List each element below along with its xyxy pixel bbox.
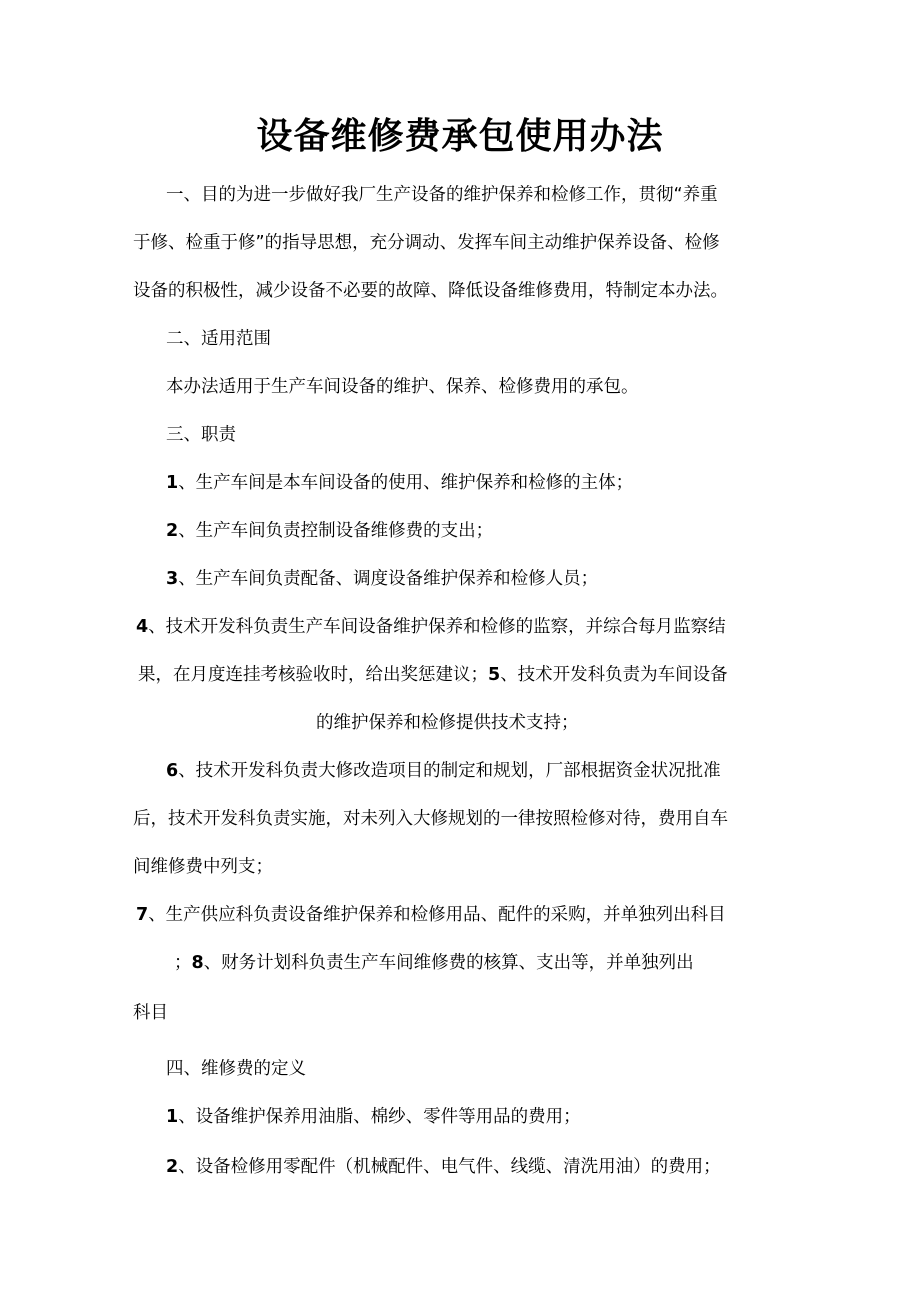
duty-text-7-end: ； <box>174 953 192 973</box>
duty-number-7: 7 <box>136 905 149 925</box>
section-heading-duties: 三、职责 <box>166 425 236 445</box>
definition-text-2: 、设备检修用零配件（机械配件、电气件、线缆、清洗用油）的费用； <box>178 1157 721 1177</box>
purpose-line-3: 设备的积极性，减少设备不必要的故障、降低设备维修费用，特制定本办法。 <box>133 281 728 301</box>
duty-item-4 <box>136 614 726 640</box>
duty-text-4: 、技术开发科负责生产车间设备维护保养和检修的监察，并综合每月监察结 <box>148 617 726 637</box>
duty-text-7: 、生产供应科负责设备维护保养和检修用品、配件的采购，并单独列出科目 <box>148 905 726 925</box>
duty-item-6-line-2: 后，技术开发科负责实施，对未列入大修规划的一律按照检修对待，费用自车 <box>133 809 728 829</box>
duty-number-6: 6 <box>166 761 179 781</box>
duty-item-8 <box>174 950 694 976</box>
duty-item-7 <box>136 902 726 928</box>
definition-number-1: 1 <box>166 1107 179 1127</box>
definition-text-1: 、设备维护保养用油脂、棉纱、零件等用品的费用； <box>178 1107 581 1127</box>
duty-text-2: 、生产车间负责控制设备维修费的支出； <box>178 521 494 541</box>
definition-item-2 <box>166 1154 721 1180</box>
duty-item-1 <box>166 470 633 496</box>
purpose-line-1: 一、目的为进一步做好我厂生产设备的维护保养和检修工作，贯彻“养重 <box>166 185 718 205</box>
duty-item-4-continued <box>138 662 728 688</box>
section-heading-definition: 四、维修费的定义 <box>166 1059 306 1079</box>
duty-number-5: 5 <box>488 665 501 685</box>
duty-item-5-continued: 的维护保养和检修提供技术支持； <box>316 713 579 733</box>
duty-number-3: 3 <box>166 569 179 589</box>
duty-text-3: 、生产车间负责配备、调度设备维护保养和检修人员； <box>178 569 599 589</box>
duty-text-6: 、技术开发科负责大修改造项目的制定和规划，厂部根据资金状况批准 <box>178 761 721 781</box>
section-heading-scope: 二、适用范围 <box>166 329 271 349</box>
purpose-line-2: 于修、检重于修”的指导思想，充分调动、发挥车间主动维护保养设备、检修 <box>133 233 720 253</box>
duty-number-2: 2 <box>166 521 179 541</box>
duty-text-8: 、财务计划科负责生产车间维修费的核算、支出等，并单独列出 <box>203 953 694 973</box>
scope-text: 本办法适用于生产车间设备的维护、保养、检修费用的承包。 <box>166 377 639 397</box>
document-title: 设备维修费承包使用办法 <box>256 116 664 157</box>
duty-number-1: 1 <box>166 473 179 493</box>
duty-text-1: 、生产车间是本车间设备的使用、维护保养和检修的主体； <box>178 473 634 493</box>
duty-item-6 <box>166 758 721 784</box>
definition-number-2: 2 <box>166 1157 179 1177</box>
duty-item-8-continued: 科目 <box>133 1003 168 1023</box>
duty-text-4-cont: 果，在月度连挂考核验收时，给出奖惩建议； <box>138 665 488 685</box>
duty-item-2 <box>166 518 493 544</box>
duty-text-5: 、技术开发科负责为车间设备 <box>500 665 728 685</box>
duty-item-6-line-3: 间维修费中列支； <box>133 857 273 877</box>
duty-number-4: 4 <box>136 617 149 637</box>
duty-item-3 <box>166 566 598 592</box>
definition-item-1 <box>166 1104 581 1130</box>
duty-number-8: 8 <box>191 953 204 973</box>
